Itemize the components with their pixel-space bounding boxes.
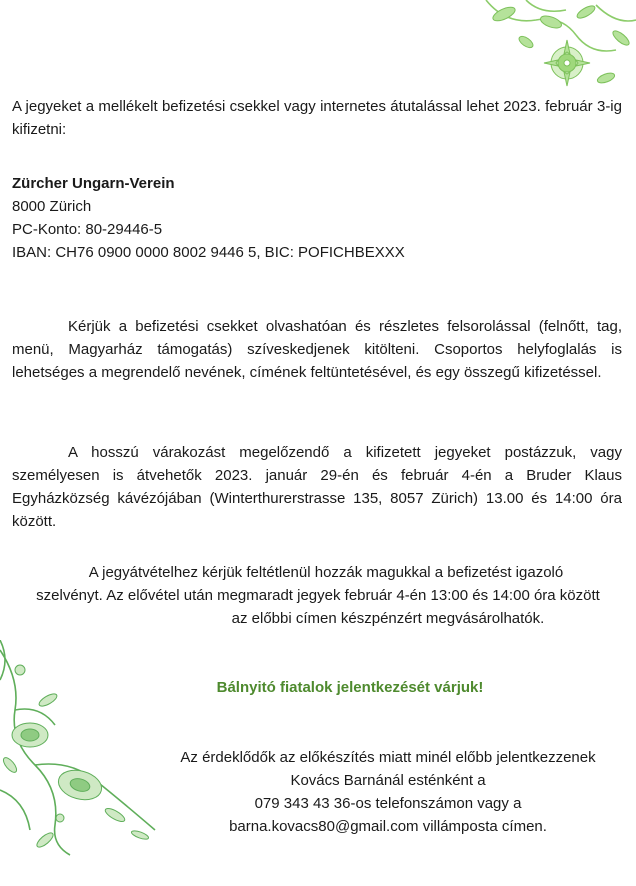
contact-block	[140, 746, 636, 838]
intro-paragraph	[12, 95, 622, 141]
paragraph-filling-instructions	[12, 315, 622, 384]
highlight-text: Bálnyitó fiatalok jelentkezését várjuk!	[216, 679, 484, 696]
organization-name: Zürcher Ungarn-Verein	[12, 175, 175, 192]
contact-line-4: barna.kovacs80@gmail.com villámposta címen.	[229, 818, 547, 835]
floral-ornament-bottom-left-icon	[0, 640, 160, 860]
contact-line-3: 079 343 43 36-os telefonszámon vagy a	[254, 795, 522, 812]
floral-ornament-top-right-icon	[466, 0, 636, 92]
intro-text: A jegyeket a mellékelt befizetési csekkel vagy internetes átutalással lehet 2023. február 3-ig kifizetni:	[12, 98, 622, 138]
paragraph-3-line-1: A jegyátvételhez kérjük feltétlenül hozzák magukkal a befizetést igazoló	[88, 564, 564, 581]
paragraph-3-line-2: szelvényt. Az elővétel után megmaradt jegyek február 4-én 13:00 és 14:00 óra között	[36, 587, 600, 604]
contact-line-1: Az érdeklődők az előkészítés miatt minél előbb jelentkezzenek	[180, 749, 596, 766]
paragraph-1-text: Kérjük a befizetési csekket olvashatóan és részletes felsorolással (felnőtt, tag, menü, Magyarház támogatás) szíveskedjenek kitölteni. Csoportos helyfoglalás is lehetséges a megrendelő nevének, címének feltüntetésével, és egy összegű kifizetéssel.	[12, 318, 622, 381]
address-block	[12, 172, 622, 264]
address-pc-konto: PC-Konto: 80-29446-5	[12, 221, 163, 238]
paragraph-ticket-pickup	[12, 441, 622, 533]
paragraph-2-text: A hosszú várakozást megelőzendő a kifizetett jegyeket postázzuk, vagy személyesen is átvehetők 2023. január 29-én és február 4-én a Bruder Klaus Egyházközség kávézójában (Winterthurerstrasse 135, 8057 Zürich) 13.00 és 14:00 óra között.	[12, 444, 622, 530]
contact-line-2: Kovács Barnánál esténként a	[290, 772, 486, 789]
address-iban: IBAN: CH76 0900 0000 8002 9446 5, BIC: POFICHBEXXX	[12, 244, 405, 261]
paragraph-ticket-collection	[0, 561, 636, 630]
paragraph-3-line-3: az előbbi címen készpénzért megvásárolhatók.	[231, 610, 545, 627]
address-city: 8000 Zürich	[12, 198, 92, 215]
